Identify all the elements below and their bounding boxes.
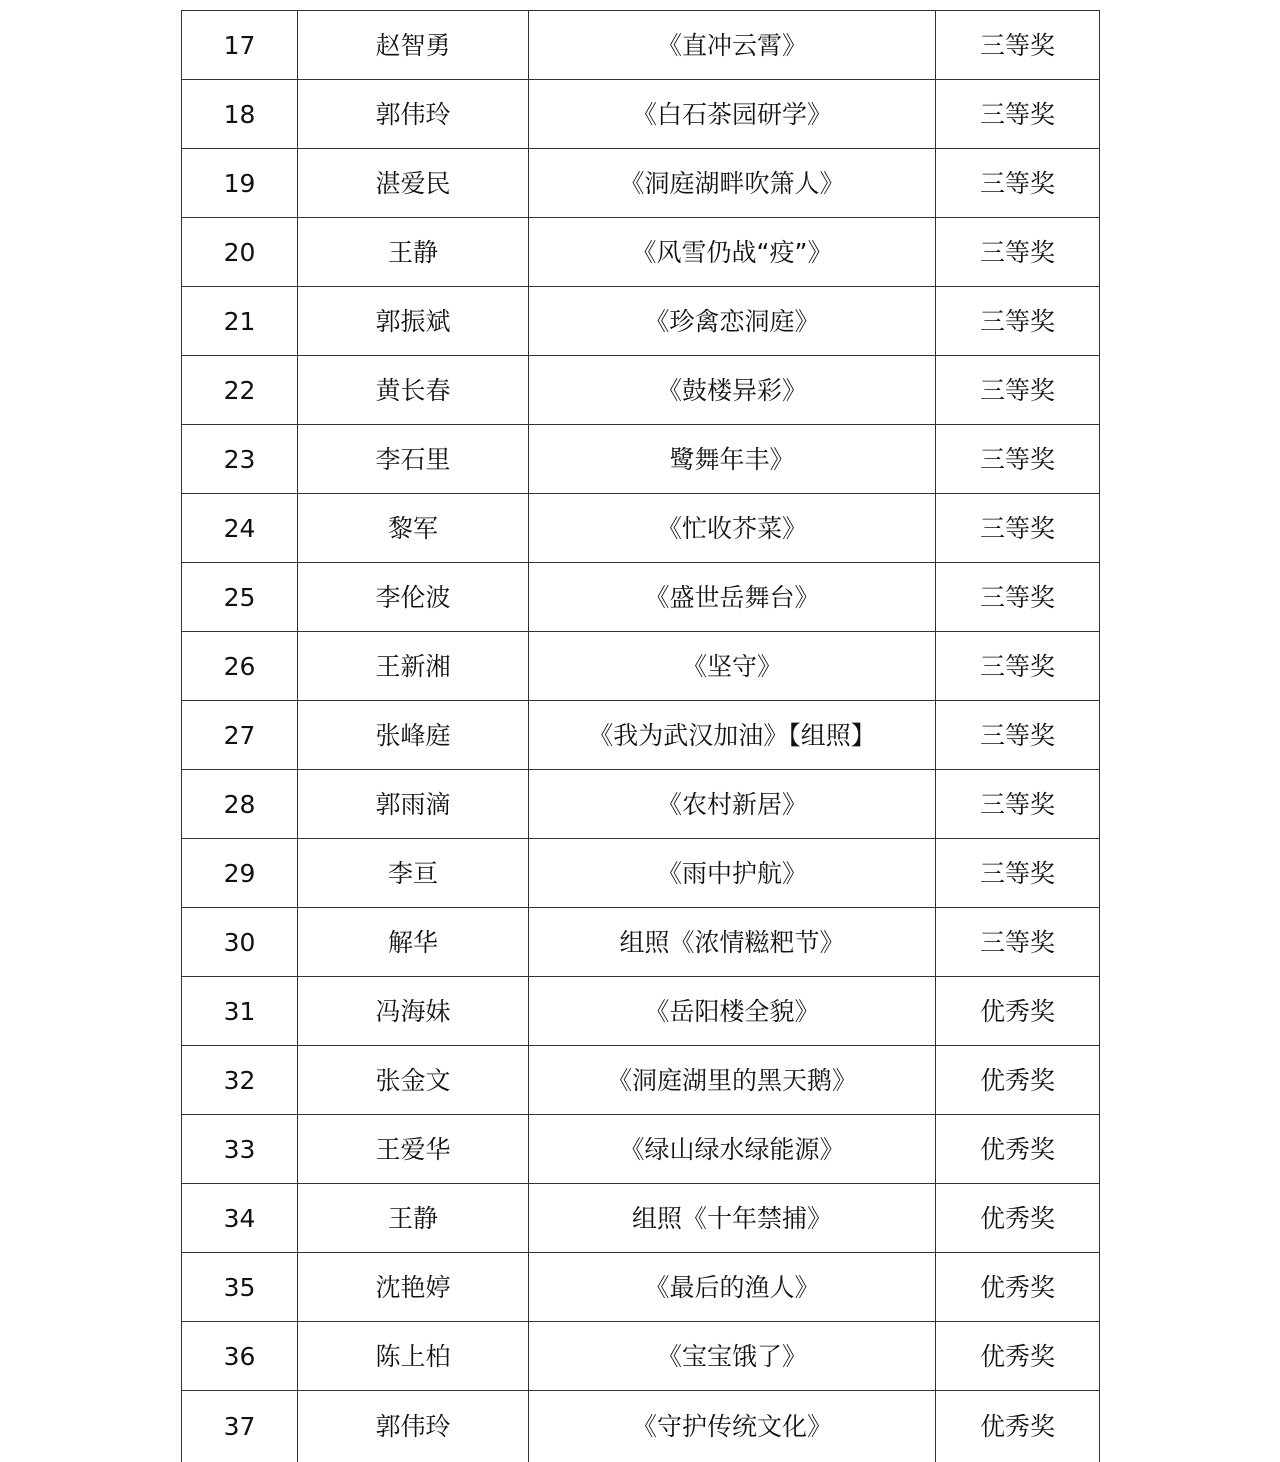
award-level-cell: 三等奖 — [936, 839, 1100, 908]
author-name-cell: 张金文 — [298, 1046, 529, 1115]
entry-number-cell: 24 — [182, 494, 298, 563]
work-title-cell: 鹭舞年丰》 — [529, 425, 936, 494]
entry-number-cell: 29 — [182, 839, 298, 908]
author-name-cell: 陈上柏 — [298, 1322, 529, 1391]
table-row — [182, 1115, 1100, 1184]
entry-number-cell: 18 — [182, 80, 298, 149]
entry-number-cell: 22 — [182, 356, 298, 425]
work-title-cell: 《雨中护航》 — [529, 839, 936, 908]
author-name-cell: 黄长春 — [298, 356, 529, 425]
award-level-cell: 三等奖 — [936, 425, 1100, 494]
award-level-cell: 三等奖 — [936, 701, 1100, 770]
awards-table-body — [182, 11, 1100, 1462]
work-title-cell: 《宝宝饿了》 — [529, 1322, 936, 1391]
award-level-cell: 优秀奖 — [936, 1391, 1100, 1462]
work-title-cell: 《风雪仍战“疫”》 — [529, 218, 936, 287]
award-level-cell: 优秀奖 — [936, 1184, 1100, 1253]
entry-number-cell: 32 — [182, 1046, 298, 1115]
author-name-cell: 赵智勇 — [298, 11, 529, 80]
table-row — [182, 908, 1100, 977]
work-title-cell: 《绿山绿水绿能源》 — [529, 1115, 936, 1184]
entry-number-cell: 34 — [182, 1184, 298, 1253]
award-level-cell: 优秀奖 — [936, 1253, 1100, 1322]
table-row — [182, 1046, 1100, 1115]
author-name-cell: 王爱华 — [298, 1115, 529, 1184]
author-name-cell: 黎军 — [298, 494, 529, 563]
work-title-cell: 《岳阳楼全貌》 — [529, 977, 936, 1046]
work-title-cell: 组照《浓情糍粑节》 — [529, 908, 936, 977]
table-row — [182, 701, 1100, 770]
table-row — [182, 1391, 1100, 1462]
table-row — [182, 1322, 1100, 1391]
author-name-cell: 郭振斌 — [298, 287, 529, 356]
table-row — [182, 563, 1100, 632]
work-title-cell: 《洞庭湖里的黑天鹅》 — [529, 1046, 936, 1115]
work-title-cell: 《直冲云霄》 — [529, 11, 936, 80]
work-title-cell: 《最后的渔人》 — [529, 1253, 936, 1322]
award-level-cell: 优秀奖 — [936, 1046, 1100, 1115]
table-row — [182, 287, 1100, 356]
author-name-cell: 湛爱民 — [298, 149, 529, 218]
award-level-cell: 三等奖 — [936, 770, 1100, 839]
author-name-cell: 沈艳婷 — [298, 1253, 529, 1322]
author-name-cell: 张峰庭 — [298, 701, 529, 770]
table-row — [182, 839, 1100, 908]
work-title-cell: 《鼓楼异彩》 — [529, 356, 936, 425]
author-name-cell: 解华 — [298, 908, 529, 977]
author-name-cell: 李石里 — [298, 425, 529, 494]
work-title-cell: 《农村新居》 — [529, 770, 936, 839]
entry-number-cell: 30 — [182, 908, 298, 977]
awards-table — [181, 10, 1100, 1462]
author-name-cell: 李伦波 — [298, 563, 529, 632]
author-name-cell: 郭伟玲 — [298, 1391, 529, 1462]
work-title-cell: 《盛世岳舞台》 — [529, 563, 936, 632]
table-row — [182, 977, 1100, 1046]
entry-number-cell: 36 — [182, 1322, 298, 1391]
entry-number-cell: 23 — [182, 425, 298, 494]
award-level-cell: 三等奖 — [936, 563, 1100, 632]
entry-number-cell: 31 — [182, 977, 298, 1046]
award-level-cell: 三等奖 — [936, 80, 1100, 149]
work-title-cell: 《珍禽恋洞庭》 — [529, 287, 936, 356]
table-row — [182, 1184, 1100, 1253]
award-level-cell: 优秀奖 — [936, 977, 1100, 1046]
award-level-cell: 三等奖 — [936, 908, 1100, 977]
work-title-cell: 《忙收芥菜》 — [529, 494, 936, 563]
award-level-cell: 三等奖 — [936, 149, 1100, 218]
entry-number-cell: 35 — [182, 1253, 298, 1322]
author-name-cell: 郭雨滴 — [298, 770, 529, 839]
entry-number-cell: 27 — [182, 701, 298, 770]
table-row — [182, 632, 1100, 701]
entry-number-cell: 37 — [182, 1391, 298, 1462]
award-level-cell: 优秀奖 — [936, 1322, 1100, 1391]
work-title-cell: 《坚守》 — [529, 632, 936, 701]
work-title-cell: 《洞庭湖畔吹箫人》 — [529, 149, 936, 218]
author-name-cell: 冯海妹 — [298, 977, 529, 1046]
table-row — [182, 149, 1100, 218]
award-level-cell: 三等奖 — [936, 218, 1100, 287]
table-row — [182, 425, 1100, 494]
entry-number-cell: 25 — [182, 563, 298, 632]
entry-number-cell: 20 — [182, 218, 298, 287]
author-name-cell: 王新湘 — [298, 632, 529, 701]
table-row — [182, 11, 1100, 80]
award-level-cell: 三等奖 — [936, 494, 1100, 563]
table-row — [182, 494, 1100, 563]
entry-number-cell: 28 — [182, 770, 298, 839]
award-level-cell: 三等奖 — [936, 287, 1100, 356]
table-row — [182, 80, 1100, 149]
award-level-cell: 三等奖 — [936, 356, 1100, 425]
entry-number-cell: 33 — [182, 1115, 298, 1184]
work-title-cell: 《白石茶园研学》 — [529, 80, 936, 149]
author-name-cell: 王静 — [298, 1184, 529, 1253]
table-row — [182, 1253, 1100, 1322]
table-row — [182, 218, 1100, 287]
award-level-cell: 三等奖 — [936, 11, 1100, 80]
work-title-cell: 《守护传统文化》 — [529, 1391, 936, 1462]
award-level-cell: 三等奖 — [936, 632, 1100, 701]
table-row — [182, 770, 1100, 839]
work-title-cell: 《我为武汉加油》【组照】 — [529, 701, 936, 770]
entry-number-cell: 19 — [182, 149, 298, 218]
entry-number-cell: 26 — [182, 632, 298, 701]
author-name-cell: 王静 — [298, 218, 529, 287]
award-level-cell: 优秀奖 — [936, 1115, 1100, 1184]
table-row — [182, 356, 1100, 425]
entry-number-cell: 21 — [182, 287, 298, 356]
work-title-cell: 组照《十年禁捕》 — [529, 1184, 936, 1253]
author-name-cell: 郭伟玲 — [298, 80, 529, 149]
entry-number-cell: 17 — [182, 11, 298, 80]
author-name-cell: 李亘 — [298, 839, 529, 908]
